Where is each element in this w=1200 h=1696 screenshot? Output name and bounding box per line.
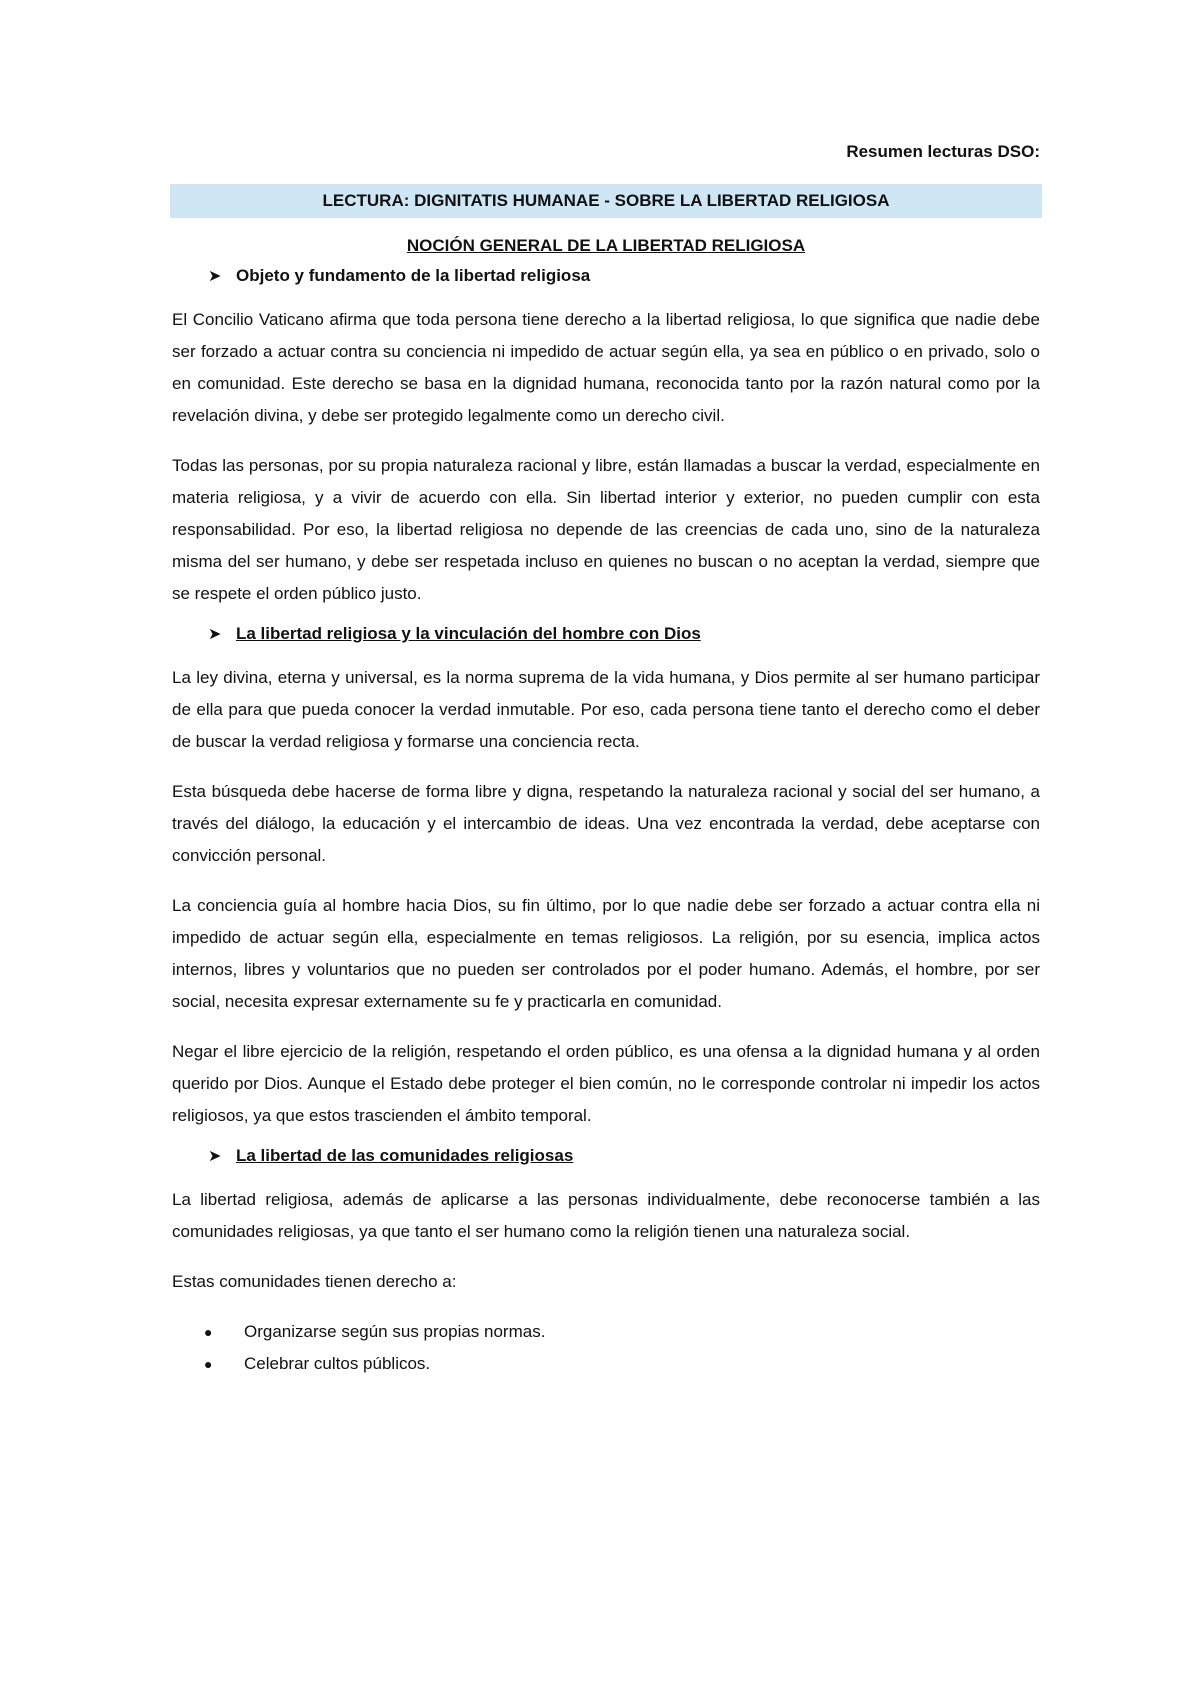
subheading-vinculacion [172, 620, 1040, 648]
subheading-label: Objeto y fundamento de la libertad religiosa [236, 266, 591, 285]
list-item [172, 1348, 1040, 1380]
paragraph: Esta búsqueda debe hacerse de forma libre y digna, respetando la naturaleza racional y social del ser humano, a través del diálogo, la educación y el intercambio de ideas. Una vez encontrada la verdad, debe aceptarse con convicción personal. [172, 782, 1040, 865]
list-item [172, 1316, 1040, 1348]
list-item-text: Celebrar cultos públicos. [244, 1354, 431, 1373]
list-item-text: Organizarse según sus propias normas. [244, 1322, 546, 1341]
reading-title-banner: LECTURA: DIGNITATIS HUMANAE - SOBRE LA LIBERTAD RELIGIOSA [170, 184, 1042, 218]
subheading-objeto [172, 262, 1040, 290]
section-title: NOCIÓN GENERAL DE LA LIBERTAD RELIGIOSA [406, 236, 806, 255]
paragraph: La libertad religiosa, además de aplicarse a las personas individualmente, debe reconocerse también a las comunidades religiosas, ya que tanto el ser humano como la religión tienen una naturaleza social. [172, 1190, 1040, 1241]
paragraph: La ley divina, eterna y universal, es la norma suprema de la vida humana, y Dios permite al ser humano participar de ella para que pueda conocer la verdad inmutable. Por eso, cada persona tiene tanto el derecho como el deber de buscar la verdad religiosa y formarse una conciencia recta. [172, 668, 1040, 751]
paragraph: Estas comunidades tienen derecho a: [172, 1272, 457, 1291]
arrow-bullet-icon: ➤ [208, 626, 222, 643]
paragraph: El Concilio Vaticano afirma que toda persona tiene derecho a la libertad religiosa, lo que significa que nadie debe ser forzado a actuar contra su conciencia ni impedido de actuar según ella, ya sea en público o en privado, solo o en comunidad. Este derecho se basa en la dignidad humana, reconocida tanto por la razón natural como por la revelación divina, y debe ser protegido legalmente como un derecho civil. [172, 310, 1040, 425]
bullet-dot-icon: ● [204, 1356, 213, 1372]
paragraph: Negar el libre ejercicio de la religión, respetando el orden público, es una ofensa a la dignidad humana y al orden querido por Dios. Aunque el Estado debe proteger el bien común, no le corresponde controlar ni impedir los actos religiosos, ya que estos trascienden el ámbito temporal. [172, 1042, 1040, 1125]
subheading-label: La libertad de las comunidades religiosas [236, 1146, 574, 1165]
bullet-dot-icon: ● [204, 1324, 213, 1340]
document-header-title: Resumen lecturas DSO: [846, 142, 1040, 161]
subheading-comunidades [172, 1142, 1040, 1170]
paragraph: Todas las personas, por su propia naturaleza racional y libre, están llamadas a buscar la verdad, especialmente en materia religiosa, y a vivir de acuerdo con ella. Sin libertad interior y exterior, no pueden cumplir con esta responsabilidad. Por eso, la libertad religiosa no depende de las creencias de cada uno, sino de la naturaleza misma del ser humano, y debe ser respetada incluso en quienes no buscan o no aceptan la verdad, siempre que se respete el orden público justo. [172, 456, 1040, 603]
arrow-bullet-icon: ➤ [208, 1148, 222, 1165]
document-content [172, 142, 1040, 1380]
paragraph: La conciencia guía al hombre hacia Dios, su fin último, por lo que nadie debe ser forzado a actuar contra ella ni impedido de actuar según ella, especialmente en temas religiosos. La religión, por su esencia, implica actos internos, libres y voluntarios que no pueden ser controlados por el poder humano. Además, el hombre, por ser social, necesita expresar externamente su fe y practicarla en comunidad. [172, 896, 1040, 1011]
rights-list [172, 1316, 1040, 1380]
arrow-bullet-icon: ➤ [208, 268, 222, 285]
subheading-label: La libertad religiosa y la vinculación del hombre con Dios [236, 624, 701, 643]
